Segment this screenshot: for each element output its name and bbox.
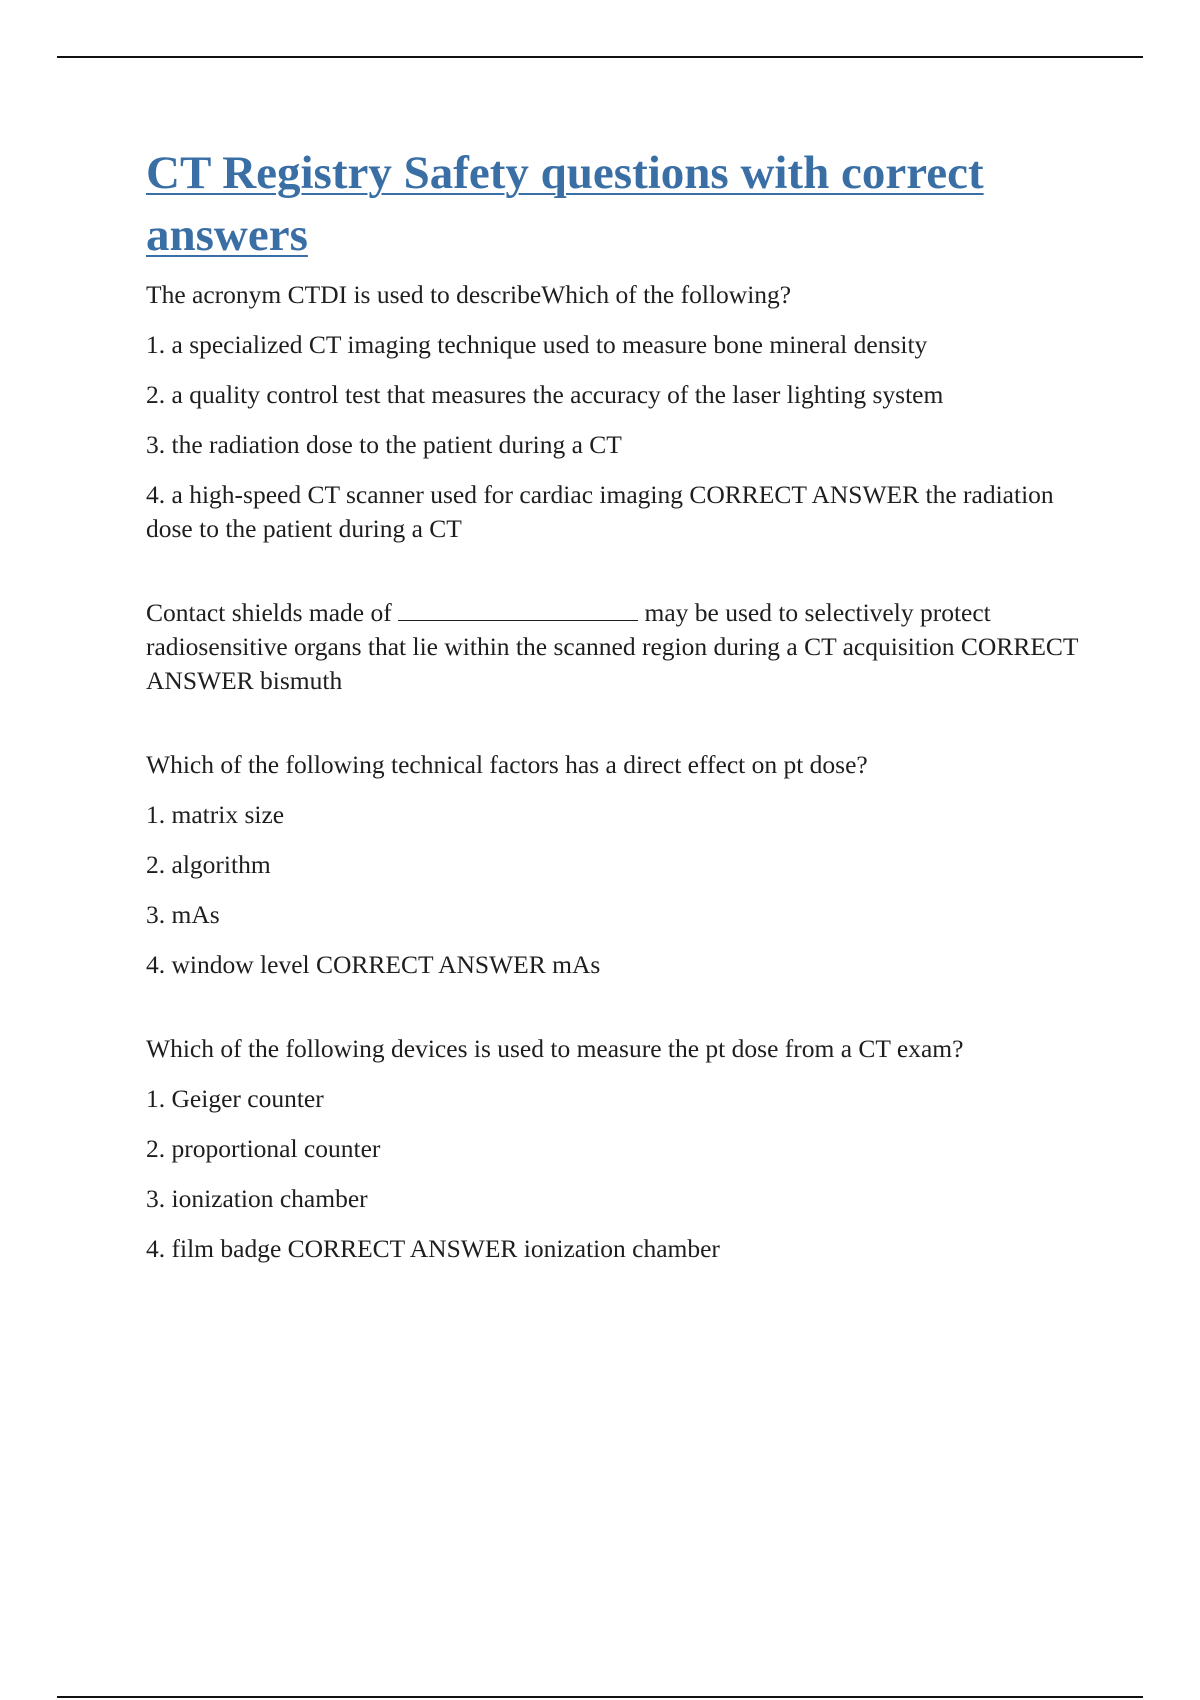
answer-option: 4. film badge CORRECT ANSWER ionization chamber [146,1234,720,1263]
answer-option: 4. window level CORRECT ANSWER mAs [146,950,601,979]
question-prompt [146,596,1086,698]
question-block-ctdi [146,278,1086,546]
answer-option: 3. ionization chamber [146,1184,368,1213]
answer-option: 1. a specialized CT imaging technique used to measure bone mineral density [146,330,928,359]
document-body [146,142,1086,1266]
question-block-dose-devices [146,1032,1086,1266]
answer-option: 4. a high-speed CT scanner used for cardiac imaging CORRECT ANSWER the radiation dose to the patient during a CT [146,480,1054,543]
question-prompt: Which of the following technical factors has a direct effect on pt dose? [146,750,868,779]
bottom-rule [57,1696,1143,1698]
answer-option: 3. the radiation dose to the patient during a CT [146,430,622,459]
fill-in-blank [398,596,638,621]
answer-option: 2. proportional counter [146,1134,381,1163]
question-prompt: The acronym CTDI is used to describeWhich of the following? [146,280,792,309]
question-block-technical-factors [146,748,1086,982]
top-rule [57,56,1143,58]
prompt-text-before-blank: Contact shields made of [146,598,392,627]
answer-option: 3. mAs [146,900,220,929]
question-spacer [146,546,1086,596]
document-title: CT Registry Safety questions with correct answers [146,147,984,261]
question-block-contact-shields [146,596,1086,698]
answer-option: 2. algorithm [146,850,271,879]
prompt-text-after-blank: may be used to selectively protect radiosensitive organs that lie within the scanned region during a CT acquisition CORRECT ANSWER bismuth [146,598,1079,695]
answer-option: 2. a quality control test that measures the accuracy of the laser lighting system [146,380,944,409]
question-spacer [146,982,1086,1032]
answer-option: 1. Geiger counter [146,1084,324,1113]
question-spacer [146,698,1086,748]
question-prompt: Which of the following devices is used to measure the pt dose from a CT exam? [146,1034,964,1063]
answer-option: 1. matrix size [146,800,285,829]
